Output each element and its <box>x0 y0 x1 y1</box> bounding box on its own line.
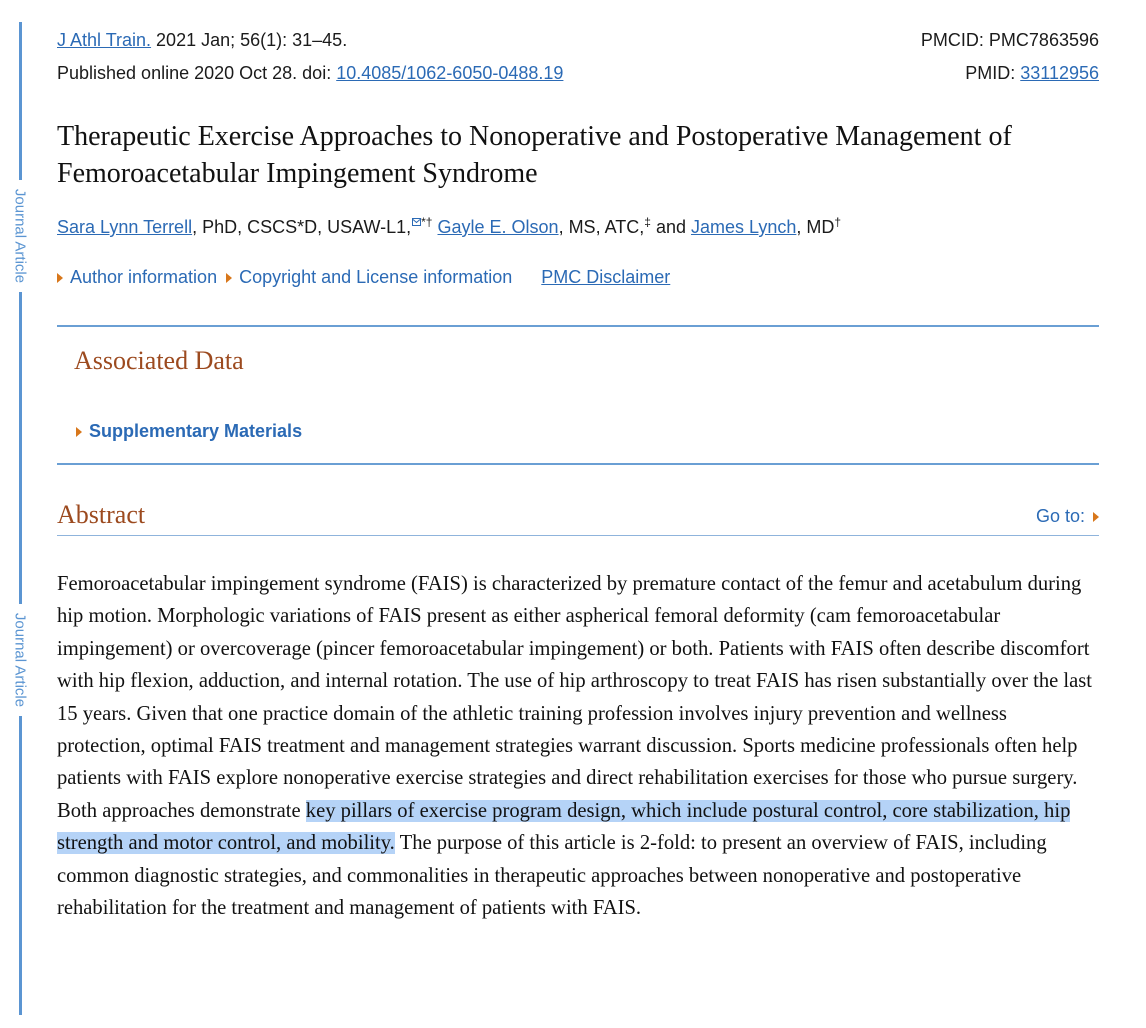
published-text: Published online 2020 Oct 28. doi: <box>57 63 337 83</box>
author-separator: and <box>650 217 691 237</box>
author-credentials: , PhD, CSCS*D, USAW-L1, <box>192 217 412 237</box>
goto-arrow-icon <box>1093 512 1099 522</box>
journal-article-rail <box>19 22 22 1015</box>
pmid <box>965 61 1099 85</box>
supplementary-label: Supplementary Materials <box>89 421 303 441</box>
journal-link[interactable]: J Athl Train. <box>57 30 152 50</box>
abstract-rule <box>57 535 1099 536</box>
email-icon[interactable] <box>412 218 421 226</box>
expand-triangle-icon <box>76 427 82 437</box>
citation-issue: 2021 Jan; 56(1): 31–45. <box>151 30 348 50</box>
expand-triangle-icon <box>226 273 232 283</box>
section-divider <box>57 325 1099 327</box>
author-info-label: Author information <box>70 267 218 287</box>
goto-menu[interactable] <box>1036 504 1099 528</box>
pmc-disclaimer-link[interactable]: PMC Disclaimer <box>541 267 671 287</box>
pmid-label: PMID: <box>965 63 1021 83</box>
section-divider <box>57 463 1099 465</box>
article-title: Therapeutic Exercise Approaches to Nonoperative and Postoperative Management of Femoroacetabular Impingement Syndrome <box>57 121 1012 189</box>
author-link[interactable]: Sara Lynn Terrell <box>57 217 193 237</box>
pmid-link[interactable]: 33112956 <box>1020 63 1099 83</box>
rail-label-top <box>4 180 36 292</box>
goto-label: Go to: <box>1035 506 1085 526</box>
highlighted-text: key pillars of exercise program design, which include postural control, core stabilization, hip strength and motor control, and mobility. <box>57 799 1071 855</box>
author-link[interactable]: James Lynch <box>690 217 797 237</box>
copyright-label: Copyright and License information <box>239 267 513 287</box>
rail-label-text: Journal Article <box>11 188 29 284</box>
author-marks: *† <box>421 215 433 229</box>
author-marks: ‡ <box>644 215 651 229</box>
abstract-heading: Abstract <box>57 500 146 529</box>
abstract-text-start: Femoroacetabular impingement syndrome (FAIS) is characterized by premature contact of the femur and acetabulum during hip motion. Morphologic variations of FAIS present as either aspherical femoral deformity (cam femoroacetabular impingement) or overcoverage (pincer femoroacetabular impingement) or both. Patients with FAIS often describe discomfort with hip flexion, adduction, and internal rotation. The use of hip arthroscopy to treat FAIS has risen substantially over the last 15 years. Given that one practice domain of the athletic training profession involves injury prevention and wellness protection, optimal FAIS treatment and management strategies warrant discussion. Sports medicine professionals often help patients with FAIS explore nonoperative exercise strategies and direct rehabilitation exercises for those who pursue surgery. Both approaches demonstrate <box>57 573 1092 822</box>
abstract-text <box>57 568 1099 924</box>
author-list <box>57 214 841 240</box>
rail-label-bottom <box>4 604 36 716</box>
expand-triangle-icon <box>57 273 63 283</box>
author-marks: † <box>834 215 842 229</box>
pmcid: PMCID: PMC7863596 <box>920 30 1099 50</box>
citation-row <box>57 28 1099 52</box>
doi-link[interactable]: 10.4085/1062-6050-0488.19 <box>336 63 564 83</box>
author-credentials: , MD <box>796 217 835 237</box>
author-link[interactable]: Gayle E. Olson <box>437 217 559 237</box>
author-info-toggle[interactable] <box>57 267 217 287</box>
supplementary-materials-toggle[interactable] <box>76 419 302 443</box>
author-credentials: , MS, ATC, <box>558 217 645 237</box>
rail-label-text: Journal Article <box>11 612 29 708</box>
published-row <box>57 61 1099 85</box>
copyright-toggle[interactable] <box>226 267 512 287</box>
associated-data-heading: Associated Data <box>74 346 244 375</box>
info-links-row <box>57 264 670 290</box>
abstract-text-end: The purpose of this article is 2-fold: to present an overview of FAIS, including common diagnostic strategies, and commonalities in therapeutic approaches between nonoperative and postoperative rehabilitation for the treatment and management of patients with FAIS. <box>57 832 1047 920</box>
